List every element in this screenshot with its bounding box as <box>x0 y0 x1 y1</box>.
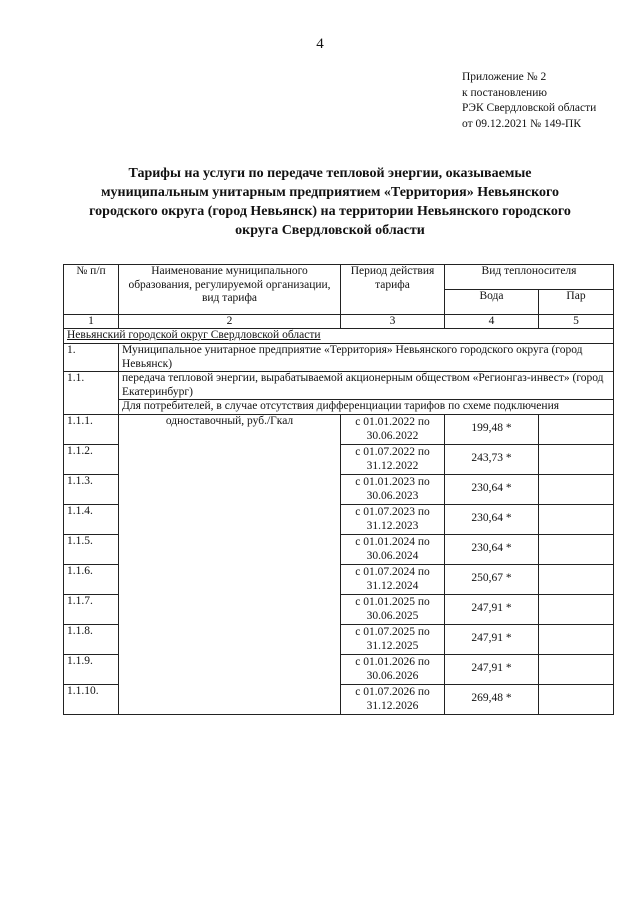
row-water: 230,64 * <box>445 504 539 534</box>
row-period <box>341 594 445 624</box>
column-number: 4 <box>445 315 539 329</box>
row-steam <box>539 474 614 504</box>
row-code: 1.1.7. <box>64 594 119 624</box>
row-steam <box>539 564 614 594</box>
table-row <box>64 414 614 444</box>
document-title <box>60 164 600 240</box>
row-steam <box>539 594 614 624</box>
tariff-type: одноставочный, руб./Гкал <box>119 414 341 714</box>
row-period <box>341 564 445 594</box>
row-period <box>341 444 445 474</box>
org-code: 1. <box>64 344 119 372</box>
tariff-table <box>63 264 614 715</box>
row-code: 1.1.10. <box>64 684 119 714</box>
period-end: 31.12.2024 <box>366 580 419 592</box>
row-code: 1.1.9. <box>64 654 119 684</box>
period-end: 31.12.2026 <box>366 700 419 712</box>
period-end: 30.06.2022 <box>366 430 419 442</box>
row-water: 247,91 * <box>445 654 539 684</box>
period-start: с 01.07.2022 по <box>355 446 430 458</box>
period-end: 30.06.2024 <box>366 550 419 562</box>
period-start: с 01.07.2025 по <box>355 626 430 638</box>
header-carrier: Вид теплоносителя <box>445 265 614 290</box>
period-start: с 01.01.2022 по <box>355 416 430 428</box>
header-steam: Пар <box>539 290 614 315</box>
title-line: городского округа (город Невьянск) на территории Невьянского городского <box>89 204 571 219</box>
row-period <box>341 474 445 504</box>
period-start: с 01.01.2023 по <box>355 476 430 488</box>
appendix-line: РЭК Свердловской области <box>462 102 597 114</box>
row-code: 1.1.3. <box>64 474 119 504</box>
sub-code: 1.1. <box>64 372 119 415</box>
row-water: 230,64 * <box>445 474 539 504</box>
column-number: 2 <box>119 315 341 329</box>
title-line: муниципальным унитарным предприятием «Территория» Невьянского <box>100 185 560 200</box>
consumers-note: Для потребителей, в случае отсутствия дифференциации тарифов по схеме подключения <box>119 400 614 415</box>
page-number: 4 <box>316 36 324 52</box>
row-code: 1.1.1. <box>64 414 119 444</box>
header-name: Наименование муниципального образования, регулируемой организации, вид тарифа <box>119 265 341 315</box>
row-period <box>341 684 445 714</box>
header-num: № п/п <box>64 265 119 315</box>
period-start: с 01.07.2024 по <box>355 566 430 578</box>
period-start: с 01.07.2023 по <box>355 506 430 518</box>
row-period <box>341 654 445 684</box>
row-water: 247,91 * <box>445 624 539 654</box>
org-name: Муниципальное унитарное предприятие «Территория» Невьянского городского округа (город Невьянск) <box>119 344 614 372</box>
period-end: 30.06.2023 <box>366 490 419 502</box>
row-period <box>341 534 445 564</box>
period-end: 31.12.2025 <box>366 640 419 652</box>
appendix-line: к постановлению <box>462 86 547 99</box>
row-water: 199,48 * <box>445 414 539 444</box>
row-code: 1.1.8. <box>64 624 119 654</box>
region-heading: Невьянский городской округ Свердловской области <box>64 329 614 344</box>
appendix-line: от 09.12.2021 № 149-ПК <box>462 117 582 130</box>
title-line: округа Свердловской области <box>235 223 425 238</box>
row-code: 1.1.4. <box>64 504 119 534</box>
column-number: 3 <box>341 315 445 329</box>
row-period <box>341 624 445 654</box>
header-water: Вода <box>445 290 539 315</box>
row-steam <box>539 654 614 684</box>
period-start: с 01.01.2024 по <box>355 536 430 548</box>
appendix-line: Приложение № 2 <box>462 71 547 83</box>
row-steam <box>539 444 614 474</box>
sub-name: передача тепловой энергии, вырабатываемой акционерным обществом «Регионгаз-инвест» (город Екатеринбург) <box>119 372 614 400</box>
row-water: 269,48 * <box>445 684 539 714</box>
title-line: Тарифы на услуги по передаче тепловой энергии, оказываемые <box>128 166 532 181</box>
period-end: 31.12.2023 <box>366 520 419 532</box>
row-water: 230,64 * <box>445 534 539 564</box>
row-water: 243,73 * <box>445 444 539 474</box>
row-code: 1.1.2. <box>64 444 119 474</box>
period-end: 30.06.2025 <box>366 610 419 622</box>
row-period <box>341 414 445 444</box>
period-start: с 01.07.2026 по <box>355 686 430 698</box>
row-steam <box>539 504 614 534</box>
row-period <box>341 504 445 534</box>
appendix-note <box>462 70 632 132</box>
header-period: Период действия тарифа <box>341 265 445 315</box>
row-steam <box>539 414 614 444</box>
column-number: 5 <box>539 315 614 329</box>
row-steam <box>539 624 614 654</box>
row-code: 1.1.5. <box>64 534 119 564</box>
period-start: с 01.01.2025 по <box>355 596 430 608</box>
period-end: 31.12.2022 <box>366 460 419 472</box>
row-water: 247,91 * <box>445 594 539 624</box>
row-water: 250,67 * <box>445 564 539 594</box>
period-end: 30.06.2026 <box>366 670 419 682</box>
period-start: с 01.01.2026 по <box>355 656 430 668</box>
column-number: 1 <box>64 315 119 329</box>
row-steam <box>539 684 614 714</box>
row-code: 1.1.6. <box>64 564 119 594</box>
row-steam <box>539 534 614 564</box>
